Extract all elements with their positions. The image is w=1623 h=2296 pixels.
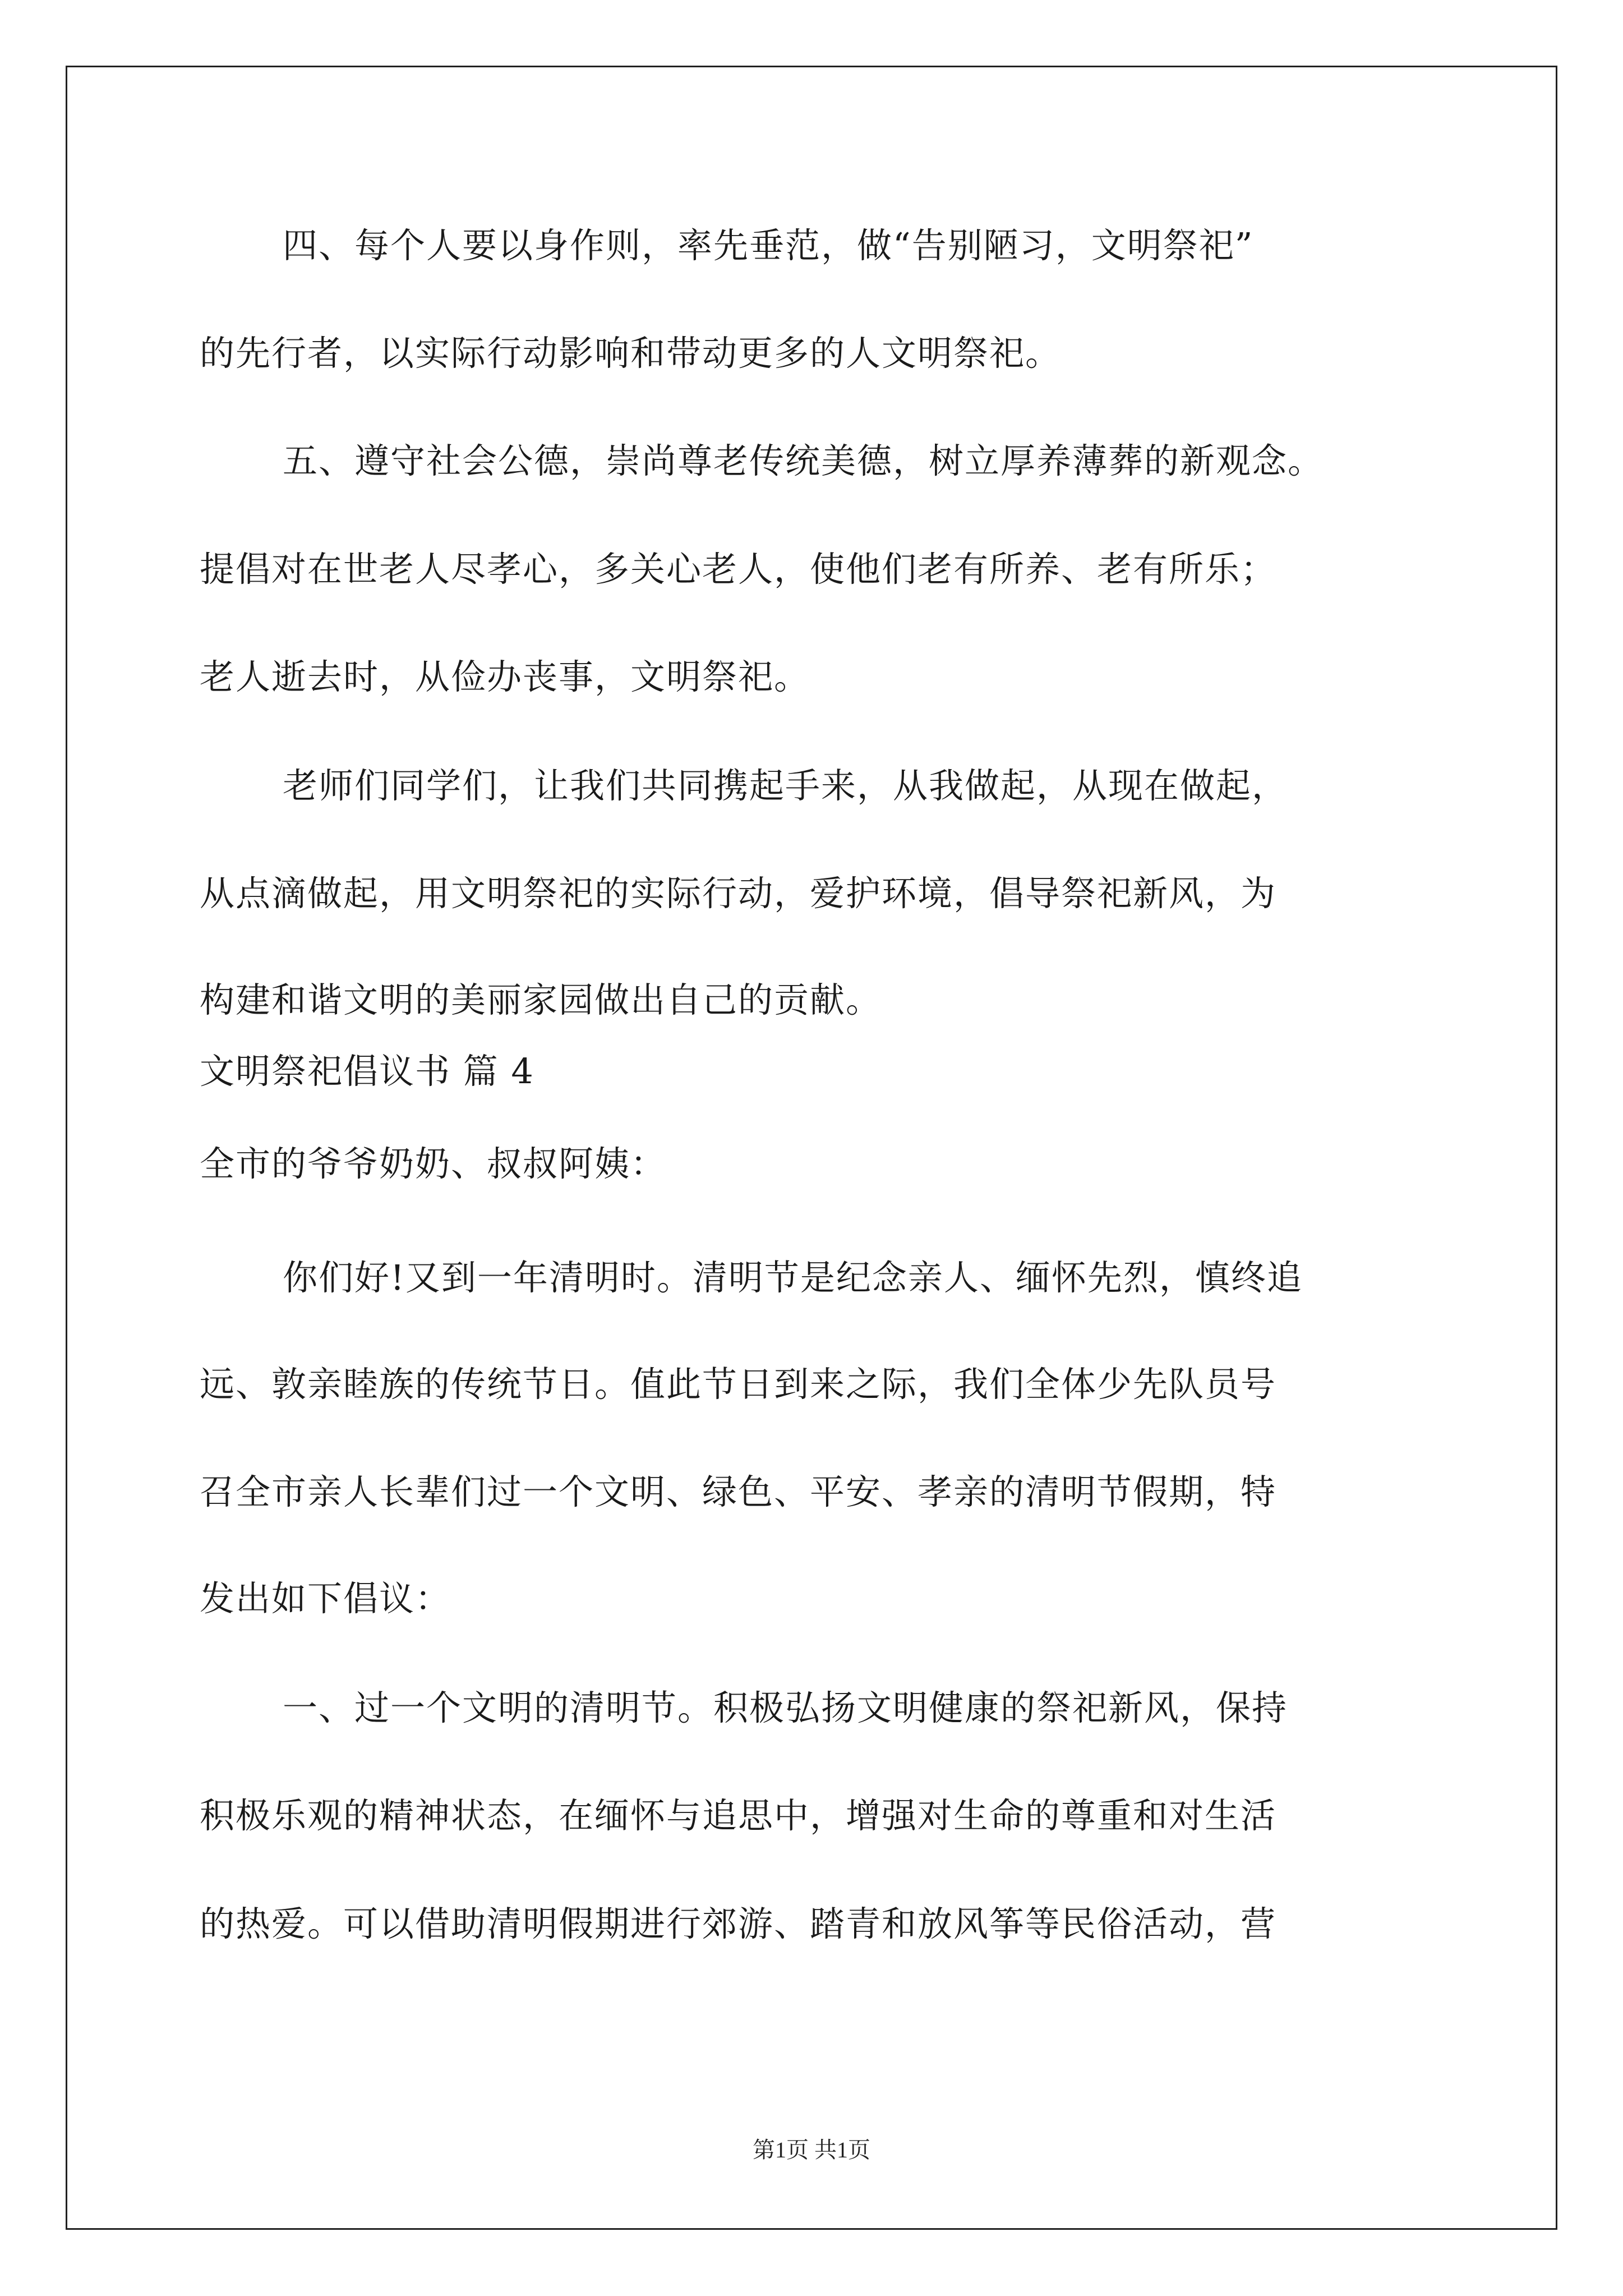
paragraph-line: 的先行者，以实际行动影响和带动更多的人文明祭祀。 xyxy=(200,333,1062,374)
paragraph-line: 积极乐观的精神状态，在缅怀与追思中，增强对生命的尊重和对生活 xyxy=(200,1795,1277,1836)
paragraph-line: 发出如下倡议： xyxy=(200,1578,451,1619)
paragraph-line: 的热爱。可以借助清明假期进行郊游、踏青和放风筝等民俗活动，营 xyxy=(200,1903,1277,1944)
paragraph-line: 五、遵守社会公德，崇尚尊老传统美德，树立厚养薄葬的新观念。 xyxy=(283,440,1324,481)
salutation: 全市的爷爷奶奶、叔叔阿姨： xyxy=(200,1143,667,1184)
paragraph-line: 老人逝去时，从俭办丧事，文明祭祀。 xyxy=(200,656,810,697)
paragraph-line: 四、每个人要以身作则，率先垂范，做“告别陋习，文明祭祀” xyxy=(283,225,1254,266)
paragraph-line: 提倡对在世老人尽孝心，多关心老人，使他们老有所养、老有所乐； xyxy=(200,549,1277,590)
paragraph-line: 召全市亲人长辈们过一个文明、绿色、平安、孝亲的清明节假期，特 xyxy=(200,1471,1277,1512)
paragraph-line: 你们好!又到一年清明时。清明节是纪念亲人、缅怀先烈，慎终追 xyxy=(283,1257,1303,1298)
section-heading: 文明祭祀倡议书 篇 4 xyxy=(200,1051,534,1092)
paragraph-line: 从点滴做起，用文明祭祀的实际行动，爱护环境，倡导祭祀新风，为 xyxy=(200,873,1277,914)
paragraph-line: 构建和谐文明的美丽家园做出自己的贡献。 xyxy=(200,979,882,1020)
paragraph-line: 远、敦亲睦族的传统节日。值此节日到来之际，我们全体少先队员号 xyxy=(200,1364,1277,1405)
page-footer: 第1页 共1页 xyxy=(753,2137,870,2162)
paragraph-line: 老师们同学们，让我们共同携起手来，从我做起，从现在做起， xyxy=(283,765,1288,806)
paragraph-line: 一、过一个文明的清明节。积极弘扬文明健康的祭祀新风，保持 xyxy=(283,1687,1288,1728)
